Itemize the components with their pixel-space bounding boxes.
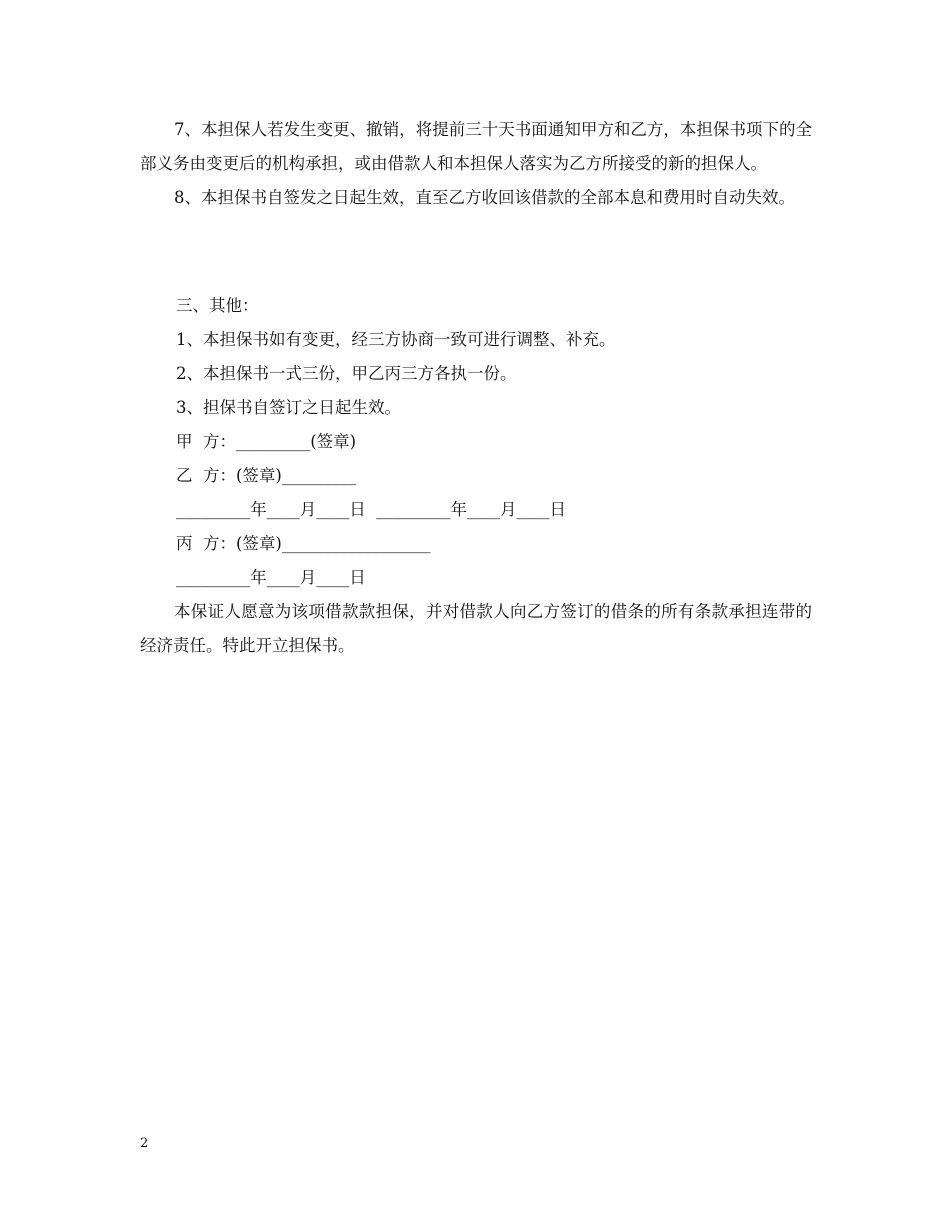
section-3-item-1: 1、本担保书如有变更，经三方协商一致可进行调整、补充。 [176,330,616,349]
party-c-signature: 丙 方：(签章)__________________ [176,534,431,553]
document-body [140,113,812,215]
party-b-signature: 乙 方：(签章)_________ [176,466,357,485]
clause-8: 8、本担保书自签发之日起生效，直至乙方收回该借款的全部本息和费用时自动失效。 [174,188,795,207]
page-number: 2 [140,1136,149,1151]
date-line-double: _________年____月____日 _________年____月____日 [176,500,566,519]
closing-block [140,595,812,663]
section-3-item-2: 2、本担保书一式三份，甲乙丙三方各执一份。 [176,364,517,383]
clause-7: 7、本担保人若发生变更、撤销，将提前三十天书面通知甲方和乙方，本担保书项下的全部义务由变更后的机构承担，或由借款人和本担保人落实为乙方所接受的新的担保人。 [140,120,812,173]
section-3-item-3: 3、担保书自签订之日起生效。 [176,398,401,417]
date-line-single: _________年____月____日 [176,568,366,587]
section-3-heading: 三、其他： [176,296,259,315]
closing-statement: 本保证人愿意为该项借款款担保，并对借款人向乙方签订的借条的所有条款承担连带的经济责任。特此开立担保书。 [140,602,812,655]
party-a-signature: 甲 方：_________(签章) [176,432,357,451]
